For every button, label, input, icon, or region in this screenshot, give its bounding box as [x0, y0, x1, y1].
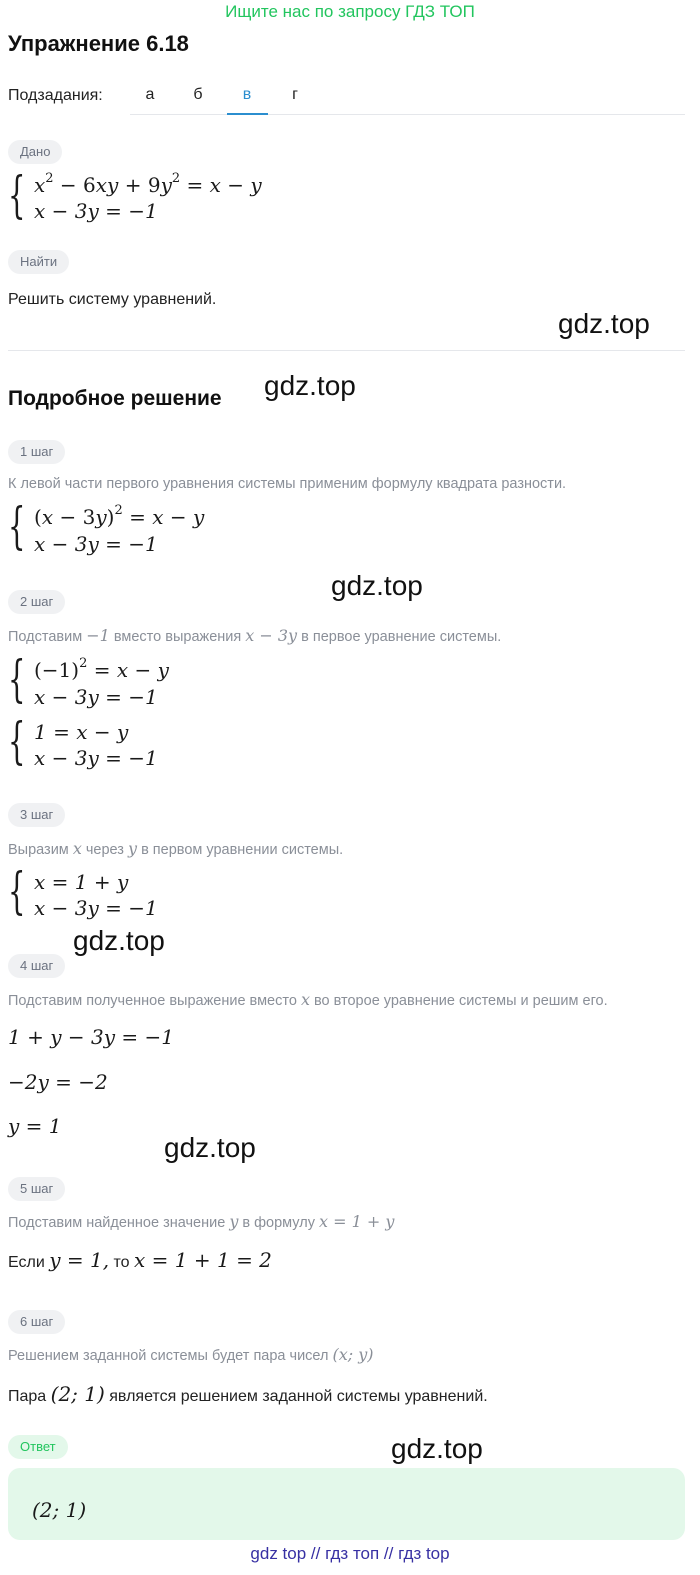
step-2-pill: 2 шаг	[8, 590, 65, 614]
step-1-pill: 1 шаг	[8, 440, 65, 464]
subtasks-label: Подзадания:	[8, 87, 103, 104]
system-brace: {	[8, 650, 26, 708]
watermark: gdz.top	[164, 1132, 256, 1163]
footer-links[interactable]: gdz top // гдз топ // гдз top	[250, 1544, 450, 1563]
solution-title: Подробное решение	[8, 387, 222, 410]
step-4-note: Подставим полученное выражение вместо x во второе уравнение системы и решим его.	[8, 990, 608, 1009]
watermark: gdz.top	[331, 570, 423, 601]
watermark: gdz.top	[391, 1433, 483, 1464]
step-5-text: Если y = 1, то x = 1 + 1 = 2	[8, 1248, 272, 1272]
step-6-text: Пара (2; 1) является решением заданной системы уравнений.	[8, 1382, 488, 1406]
system-brace: {	[8, 712, 26, 770]
step-2-system-1-equation-1: $(-1)^2 = x - y$	[34, 656, 169, 682]
step-3-pill: 3 шаг	[8, 803, 65, 827]
watermark: gdz.top	[264, 370, 356, 401]
answer-pill: Ответ	[8, 1435, 68, 1459]
step-3-equation-1: x = 1 + y	[34, 870, 129, 894]
step-3-note: Выразим x через y в первом уравнении системы.	[8, 839, 344, 858]
answer-value: (2; 1)	[32, 1498, 87, 1522]
tab-b[interactable]: б	[193, 86, 203, 103]
step-1-equation-2: x − 3y = −1	[34, 532, 158, 556]
step-1-note: К левой части первого уравнения системы применим формулу квадрата разности.	[8, 476, 567, 492]
step-2-system-2-equation-1: 1 = x − y	[34, 720, 129, 744]
system-brace: {	[8, 497, 26, 555]
tab-a[interactable]: а	[145, 86, 155, 103]
step-5-pill: 5 шаг	[8, 1177, 65, 1201]
given-equation-1: $x^2 - 6xy + 9y^2 = x - y$	[34, 171, 262, 197]
step-4-line-1: 1 + y − 3y = −1	[8, 1025, 174, 1049]
given-pill: Дано	[8, 140, 62, 164]
step-4-line-3: y = 1	[8, 1114, 62, 1138]
answer-box	[8, 1468, 685, 1540]
step-6-note: Решением заданной системы будет пара чисел (x; y)	[8, 1345, 374, 1364]
subtasks-divider	[130, 114, 685, 115]
step-6-pill: 6 шаг	[8, 1310, 65, 1334]
system-brace: {	[8, 166, 26, 224]
step-2-note: Подставим −1 вместо выражения x − 3y в первое уравнение системы.	[8, 626, 502, 645]
tab-g[interactable]: г	[292, 86, 298, 103]
active-tab-indicator	[227, 113, 268, 115]
tab-v[interactable]: в	[242, 86, 252, 103]
step-1-equation-1: $(x - 3y)^2 = x - y$	[34, 503, 205, 529]
step-3-equation-2: x − 3y = −1	[34, 896, 158, 920]
step-2-system-2-equation-2: x − 3y = −1	[34, 746, 158, 770]
step-4-pill: 4 шаг	[8, 954, 65, 978]
step-2-system-1-equation-2: x − 3y = −1	[34, 685, 158, 709]
watermark: gdz.top	[73, 925, 165, 956]
exercise-title: Упражнение 6.18	[8, 31, 189, 56]
promo-banner[interactable]: Ищите нас по запросу ГДЗ ТОП	[225, 2, 475, 21]
section-divider	[8, 350, 685, 351]
find-text: Решить систему уравнений.	[8, 291, 217, 308]
given-equation-2: x − 3y = −1	[34, 199, 158, 223]
system-brace: {	[8, 862, 26, 920]
watermark: gdz.top	[558, 308, 650, 339]
step-5-note: Подставим найденное значение y в формулу x = 1 + y	[8, 1212, 395, 1231]
find-pill: Найти	[8, 250, 69, 274]
step-4-line-2: −2y = −2	[8, 1070, 108, 1094]
